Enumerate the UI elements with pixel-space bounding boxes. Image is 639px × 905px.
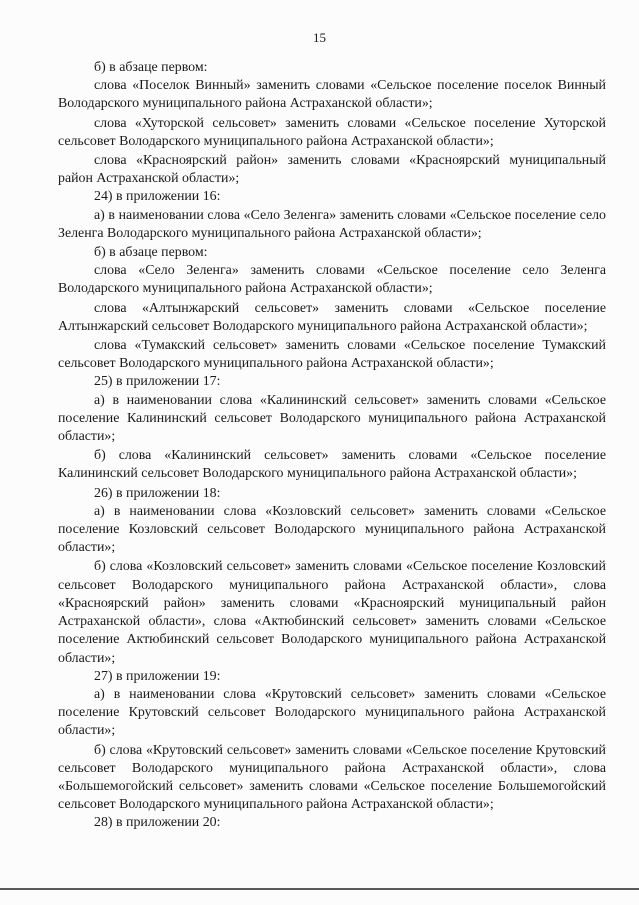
paragraph: 28) в приложении 20: — [94, 815, 221, 831]
paragraph: а) в наименовании слова «Козловский сельсовет» заменить словами «Сельское поселение Козловский сельсовет Володарского муниципального района Астраханской области»; — [58, 503, 606, 556]
page-number: 15 — [313, 30, 326, 45]
paragraph: слова «Поселок Винный» заменить словами «Сельское поселение поселок Винный Володарского муниципального района Астраханской области»; — [58, 78, 606, 112]
paragraph: б) слова «Крутовский сельсовет» заменить словами «Сельское поселение Крутовский сельсовет Володарского муниципального района Астраханской области», слова «Большемогойский сельсовет» заменить словами «Сельское поселение Большемогойский сельсовет Володарского муниципального района Астраханской области»; — [58, 742, 606, 813]
page-bottom-divider — [0, 888, 639, 890]
paragraph: б) слова «Козловский сельсовет» заменить словами «Сельское поселение Козловский сельсовет Володарского муниципального района Астраханской области», слова «Красноярский район» заменить словами «Красноярский муниципальный район Астраханской области», слова «Актюбинский сельсовет» заменить словами «Сельское поселение Актюбинский сельсовет Володарского муниципального района Астраханской области»; — [58, 559, 606, 666]
paragraph: слова «Алтынжарский сельсовет» заменить словами «Сельское поселение Алтынжарский сельсовет Володарского муниципального района Астраханской области»; — [58, 300, 606, 334]
paragraph: 27) в приложении 19: — [94, 668, 221, 684]
paragraph: слова «Тумакский сельсовет» заменить словами «Сельское поселение Тумакский сельсовет Володарского муниципального района Астраханской области»; — [58, 338, 606, 372]
paragraph: 24) в приложении 16: — [94, 189, 221, 205]
paragraph: 25) в приложении 17: — [94, 374, 221, 390]
paragraph: а) в наименовании слова «Село Зеленга» заменить словами «Сельское поселение село Зеленга Володарского муниципального района Астраханской области»; — [58, 207, 606, 241]
paragraph: слова «Хуторской сельсовет» заменить словами «Сельское поселение Хуторской сельсовет Володарского муниципального района Астраханской области»; — [58, 115, 606, 149]
paragraph: слова «Село Зеленга» заменить словами «Сельское поселение село Зеленга Володарского муниципального района Астраханской области»; — [58, 263, 606, 297]
paragraph: б) в абзаце первом: — [94, 60, 208, 75]
document-body — [58, 59, 606, 833]
paragraph: а) в наименовании слова «Крутовский сельсовет» заменить словами «Сельское поселение Крутовский сельсовет Володарского муниципального района Астраханской области»; — [58, 686, 606, 739]
paragraph: б) слова «Калининский сельсовет» заменить словами «Сельское поселение Калининский сельсовет Володарского муниципального района Астраханской области»; — [58, 448, 606, 482]
paragraph: а) в наименовании слова «Калининский сельсовет» заменить словами «Сельское поселение Калининский сельсовет Володарского муниципального района Астраханской области»; — [58, 392, 606, 445]
paragraph: 26) в приложении 18: — [94, 485, 221, 501]
paragraph: б) в абзаце первом: — [94, 245, 208, 261]
paragraph: слова «Красноярский район» заменить словами «Красноярский муниципальный район Астраханской области»; — [58, 153, 606, 187]
